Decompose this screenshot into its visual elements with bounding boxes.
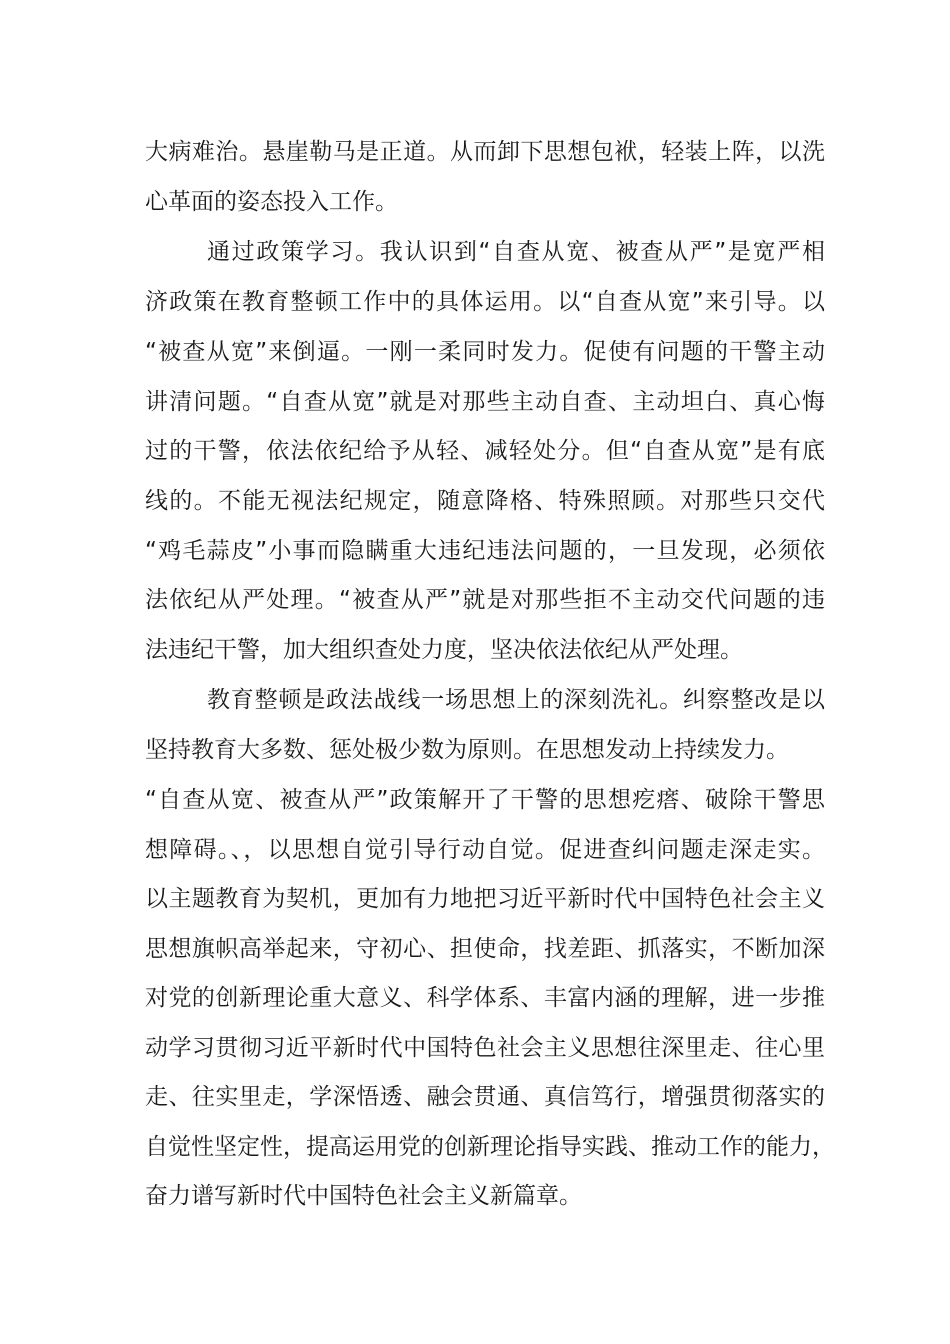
text-line: 想障碍。、，以思想自觉引导行动自觉。促进查纠问题走深走实。 — [145, 837, 825, 863]
text-line: “被查从宽”来倒逼。一刚一柔同时发力。促使有问题的干警主动 — [145, 339, 825, 365]
text-line: 思想旗帜高举起来，守初心、担使命，找差距、抓落实，不断加深 — [145, 936, 825, 962]
text-line: 奋力谱写新时代中国特色社会主义新篇章。 — [145, 1183, 582, 1209]
text-line: 法违纪干警，加大组织查处力度，坚决依法依纪从严处理。 — [145, 637, 743, 663]
text-line: 讲清问题。“自查从宽”就是对那些主动自查、主动坦白、真心悔 — [145, 389, 825, 415]
text-line: 对党的创新理论重大意义、科学体系、丰富内涵的理解，进一步推 — [145, 985, 825, 1011]
text-line: 以主题教育为契机，更加有力地把习近平新时代中国特色社会主义 — [145, 886, 825, 912]
text-line: “鸡毛蒜皮”小事而隐瞒重大违纪违法问题的，一旦发现，必须依 — [145, 538, 825, 564]
text-line: 过的干警，依法依纪给予从轻、减轻处分。但“自查从宽”是有底 — [145, 438, 825, 464]
text-line: 线的。不能无视法纪规定，随意降格、特殊照顾。对那些只交代 — [145, 488, 825, 514]
text-line: 济政策在教育整顿工作中的具体运用。以“自查从宽”来引导。以 — [145, 289, 825, 315]
text-line: 通过政策学习。我认识到“自查从宽、被查从严”是宽严相 — [207, 239, 825, 265]
text-line: “自查从宽、被查从严”政策解开了干警的思想疙瘩、破除干警思 — [145, 787, 825, 813]
text-line: 自觉性坚定性，提高运用党的创新理论指导实践、推动工作的能力， — [145, 1134, 835, 1160]
text-line: 坚持教育大多数、惩处极少数为原则。在思想发动上持续发力。 — [145, 737, 789, 763]
text-line: 心革面的姿态投入工作。 — [145, 189, 398, 215]
text-line: 法依纪从严处理。“被查从严”就是对那些拒不主动交代问题的违 — [145, 587, 825, 613]
text-line: 大病难治。悬崖勒马是正道。从而卸下思想包袱，轻装上阵，以洗 — [145, 139, 825, 165]
text-line: 教育整顿是政法战线一场思想上的深刻洗礼。纠察整改是以 — [207, 687, 825, 713]
text-line: 动学习贯彻习近平新时代中国特色社会主义思想往深里走、往心里 — [145, 1035, 825, 1061]
text-line: 走、往实里走，学深悟透、融会贯通、真信笃行，增强贯彻落实的 — [145, 1084, 825, 1110]
